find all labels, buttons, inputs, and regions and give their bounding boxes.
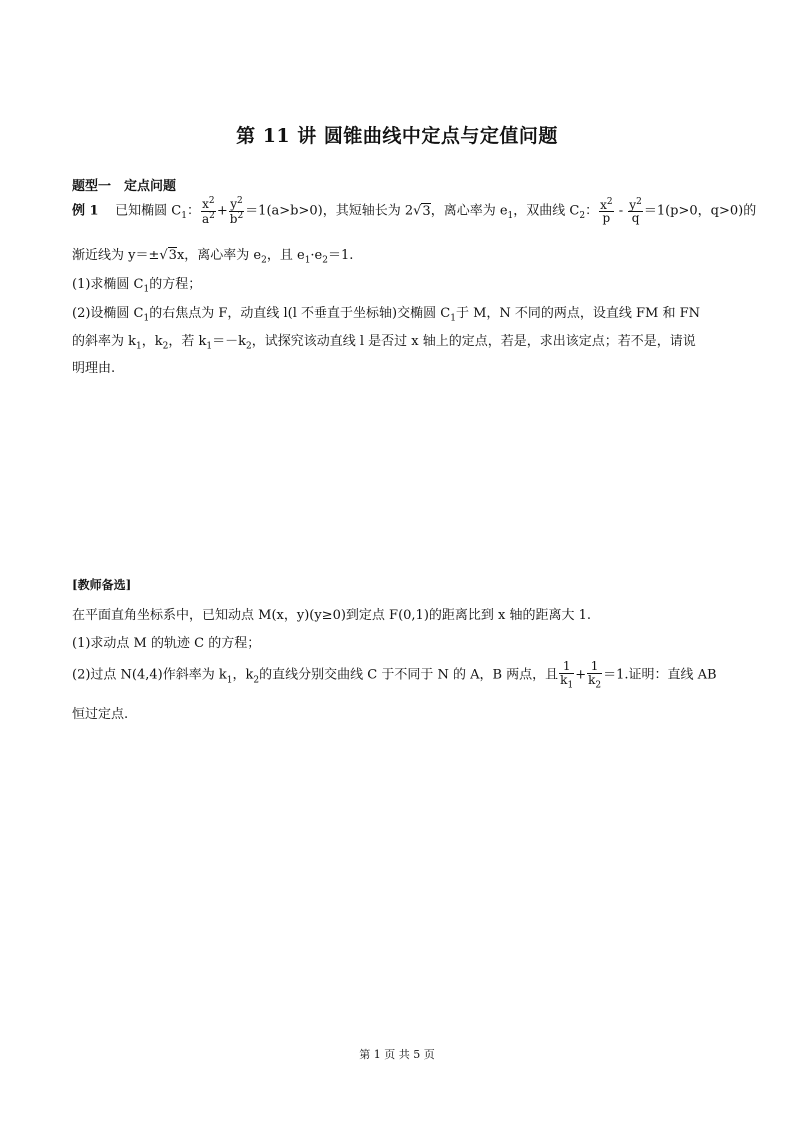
text: ：	[585, 203, 599, 219]
text: 渐近线为 y＝±	[72, 248, 160, 263]
page-footer: 第 1 页 共 5 页	[359, 1048, 435, 1061]
den: q	[631, 211, 640, 226]
num: y	[230, 197, 237, 211]
teacher-question2-line2: 恒过定点.	[72, 707, 129, 722]
text: 的斜率为 k	[72, 334, 137, 349]
radicand: 3	[168, 248, 177, 263]
page-title: 第 11 讲 圆锥曲线中定点与定值问题	[236, 125, 558, 147]
subscript: 1	[507, 211, 514, 222]
fraction-x2-a2: $\frac{x^2}{a^2}$	[201, 196, 215, 226]
den: b	[229, 211, 238, 226]
text: 的直线分别交曲线 C 于不同于 N 的 A，B 两点，且	[259, 667, 559, 683]
subscript: 2	[246, 341, 252, 352]
den: a	[201, 211, 210, 226]
teacher-heading: [教师备选]	[72, 578, 132, 592]
fraction-1-k1: $\frac{1}{k_1}$	[560, 659, 574, 690]
text: ＝1.	[327, 248, 354, 263]
text: 的右焦点为 F，动直线 l(l 不垂直于坐标轴)交椭圆 C	[149, 306, 451, 321]
radicand: 3	[422, 203, 431, 219]
text: x，离心率为 e	[176, 248, 262, 263]
teacher-intro: 在平面直角坐标系中，已知动点 M(x，y)(y≥0)到定点 F(0,1)的距离比到 x 轴的距离大 1.	[72, 608, 592, 623]
text: (1)求椭圆 C	[72, 277, 144, 292]
text: ＝1.证明：直线 AB	[603, 667, 717, 683]
teacher-question1: (1)求动点 M 的轨迹 C 的方程；	[72, 636, 261, 651]
text: ，离心率为 e	[430, 203, 508, 219]
text: ，试探究该动直线 l 是否过 x 轴上的定点，若是，求出该定点；若不是，请说	[251, 334, 696, 349]
text: 的方程；	[149, 277, 202, 292]
text: (2)设椭圆 C	[72, 306, 144, 321]
num: x	[202, 197, 209, 211]
subscript: 1	[143, 313, 150, 324]
text: ＝1(a>b>0)，其短轴长为 2	[245, 203, 414, 219]
fraction-y2-b2: $\frac{y^2}{b^2}$	[229, 196, 244, 226]
subscript: 2	[579, 211, 586, 222]
subscript: 1	[143, 284, 150, 295]
subscript: 1	[206, 341, 213, 352]
num: x	[600, 197, 607, 212]
example1-question2-line2	[72, 330, 696, 352]
den: k	[560, 672, 568, 687]
text: 于 M，N 不同的两点，设直线 FM 和 FN	[455, 306, 701, 321]
text: ，k	[232, 667, 254, 683]
den: p	[602, 211, 611, 226]
text: ，k	[141, 334, 163, 349]
den: k	[588, 672, 596, 687]
num: y	[629, 197, 637, 212]
subscript: 2	[162, 341, 169, 352]
example-label: 例 1	[72, 203, 99, 219]
text: 已知椭圆 C	[115, 203, 182, 219]
subscript: 2	[322, 255, 328, 266]
subscript: 1	[304, 255, 311, 266]
subscript: 1	[450, 313, 456, 324]
text: ，若 k	[168, 334, 207, 349]
text: ，且 e	[266, 248, 305, 263]
example1-line1: 例 1 已知椭圆 $C_1$： $\frac{x^2}{a^2}$ + $\frac{y^2}{b^2}$ ＝1(a>b>0)，其短轴长为 2√3，离心率为 $e_1$，双曲线 $C_2$： $\frac{x^2}{p}$ - $\frac{y^2}{q}$ ＝1(p>0，q>0)的	[72, 196, 757, 226]
fraction-x2-p: $\frac{x^2}{p}$	[600, 196, 613, 226]
subscript: 1	[136, 341, 142, 352]
example1-question2-line1	[72, 302, 700, 324]
fraction-1-k2: $\frac{1}{k_2}$	[588, 659, 602, 690]
text: ：	[186, 203, 200, 219]
fraction-y2-q: $\frac{y^2}{q}$	[629, 196, 642, 226]
subscript: 2	[261, 255, 267, 266]
text: ，双曲线 C	[513, 203, 580, 219]
teacher-question2-line1: (2)过点 N(4,4)作斜率为 $k_1$，$k_2$的直线分别交曲线 C 于不同于 N 的 A，B 两点，且 $\frac{1}{k_1}$ + $\frac{1}{k_2}$ ＝1.证明：直线 AB	[72, 659, 717, 690]
text: ＝1(p>0，q>0)的	[643, 203, 757, 219]
section-heading: 题型一 定点问题	[72, 179, 177, 194]
text: ＝－k	[212, 334, 247, 349]
text: ·e	[310, 248, 323, 263]
subscript: 1	[181, 211, 187, 222]
example1-question2-line3: 明理由.	[72, 361, 116, 376]
example1-line2: 渐近线为 y＝±√3x，离心率为 $e_2$，且 $e_1\cdot e_2=1$.	[72, 248, 354, 266]
text: (2)过点 N(4,4)作斜率为 k	[72, 667, 227, 683]
example1-question1	[72, 273, 201, 295]
